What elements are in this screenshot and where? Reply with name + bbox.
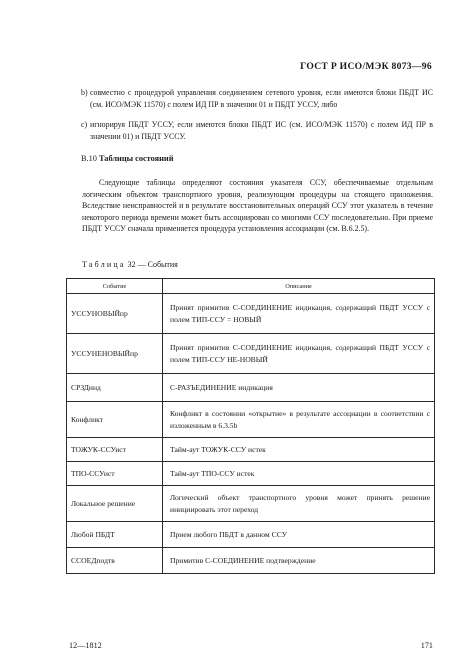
description-cell: С-РАЗЪЕДИНЕНИЕ индикация [163,374,435,402]
table-row [67,334,435,374]
section-number: В.10 [81,154,97,163]
list-text: игнорируя ПБДТ УССУ, если имеются блоки ПБДТ ИС (см. ИСО/МЭК 11570) с полем ИД ПР в значении 01) и ПБДТ УССУ. [90,120,433,141]
description-cell: Тайм-аут ТПО-ССУ истек [163,462,435,486]
table-row [67,522,435,548]
description-cell: Тайм-аут ТОЖУК-ССУ истек [163,438,435,462]
events-table [66,278,435,574]
description-cell: Прием любого ПБДТ в данном ССУ [163,522,435,548]
description-cell: Конфликт в состоянии «открытие» в результате ассоциации в соответствии с изложенным в 6.3.5b [163,402,435,438]
table-caption [82,260,178,269]
event-cell: Любой ПБДТ [67,522,163,548]
event-cell: ТПО-ССУист [67,462,163,486]
table-row [67,374,435,402]
page-number: 171 [420,641,433,650]
list-item-c [81,119,433,142]
description-cell: Принят примитив С-СОЕДИНЕНИЕ индикация, содержащий ПБДТ УССУ с полем ТИП-ССУ = НОВЫЙ [163,294,435,334]
event-cell: ССОЕДподтв [67,548,163,574]
event-cell: Конфликт [67,402,163,438]
table-caption-text: 32 — События [125,260,178,269]
list-item-b [81,87,433,110]
print-signature: 12—1812 [69,641,102,650]
list-marker: c) [81,120,88,129]
list-marker: b) [81,88,88,97]
body-paragraph: Следующие таблицы определяют состояния указателя ССУ, обеспечиваемые отдельным логическим объектом транспортного уровня, реализующим процедуры на стоящего приложения. Вследствие неисправностей и в результате восстановительных операций ССУ этот указатель в течение некоторого периода времени может быть ассоциирован со многими ССУ последовательно. При приеме ПБДТ УССУ сначала применяется процедура установления ассоциации (см. В.6.2.5). [82,178,433,234]
table-row [67,462,435,486]
table-row [67,548,435,574]
description-cell: Принят примитив С-СОЕДИНЕНИЕ индикация, содержащий ПБДТ УССУ с полем ТИП-ССУ НЕ-НОВЫЙ [163,334,435,374]
table-row [67,402,435,438]
event-cell: ТОЖУК-ССУист [67,438,163,462]
table-caption-label: Таблица [82,260,126,269]
page-header-title: ГОСТ Р ИСО/МЭК 8073—96 [300,61,432,72]
section-heading [81,154,173,163]
list-text: совместно с процедурой управления соединением сетевого уровня, если имеются блоки ПБДТ ИС (см. ИСО/МЭК 11570) с полем ИД ПР в значении 01 и ПБДТ УССУ, либо [90,88,433,109]
event-cell: СРЗДинд [67,374,163,402]
event-cell: УССУНОВЫЙпр [67,294,163,334]
table-row [67,486,435,522]
section-title: Таблицы состояний [98,154,174,163]
table-row [67,294,435,334]
table-row [67,438,435,462]
description-cell: Примитив С-СОЕДИНЕНИЕ подтверждение [163,548,435,574]
event-cell: Локальное решение [67,486,163,522]
table-header-row [67,279,435,294]
column-header-description: Описание [163,279,435,294]
column-header-event: Событие [67,279,163,294]
event-cell: УССУНЕНОВЫЙпр [67,334,163,374]
description-cell: Логический объект транспортного уровня может принять решение инициировать этот переход [163,486,435,522]
